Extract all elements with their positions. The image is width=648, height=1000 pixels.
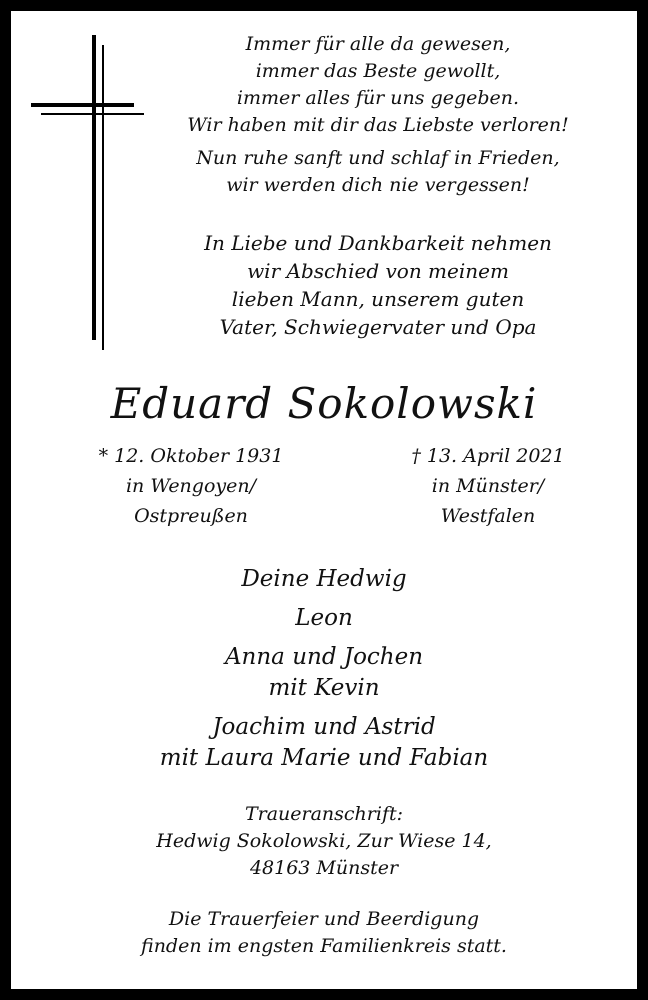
birth-place-line: Ostpreußen bbox=[134, 505, 248, 527]
birth-block bbox=[61, 441, 321, 531]
intro-line: Vater, Schwiegervater und Opa bbox=[219, 315, 537, 339]
death-date: † 13. April 2021 bbox=[411, 445, 565, 467]
address-block bbox=[11, 801, 637, 882]
poem-line: Wir haben mit dir das Liebste verloren! bbox=[187, 114, 569, 136]
poem-line: Nun ruhe sanft und schlaf in Frieden, bbox=[196, 147, 560, 169]
family-line: mit Kevin bbox=[268, 675, 380, 701]
intro-line: lieben Mann, unserem guten bbox=[231, 287, 525, 311]
address-line: 48163 Münster bbox=[249, 857, 399, 879]
poem-line: immer das Beste gewollt, bbox=[255, 60, 501, 82]
intro-line: wir Abschied von meinem bbox=[247, 259, 509, 283]
death-block bbox=[363, 441, 613, 531]
poem-line: Immer für alle da gewesen, bbox=[245, 33, 511, 55]
birth-date: * 12. Oktober 1931 bbox=[98, 445, 284, 467]
poem-block-2 bbox=[118, 145, 638, 199]
deceased-name: Eduard Sokolowski bbox=[110, 379, 538, 428]
intro-block bbox=[118, 229, 638, 341]
family-line: Anna und Jochen bbox=[224, 644, 424, 670]
poem-line: wir werden dich nie vergessen! bbox=[226, 174, 530, 196]
death-place-line: in Münster/ bbox=[431, 475, 545, 497]
family-block bbox=[11, 564, 637, 774]
birth-place-line: in Wengoyen/ bbox=[125, 475, 257, 497]
family-line: Leon bbox=[295, 605, 353, 631]
death-place-line: Westfalen bbox=[440, 505, 536, 527]
family-line: Joachim und Astrid bbox=[212, 714, 436, 740]
family-line: mit Laura Marie und Fabian bbox=[159, 745, 489, 771]
family-line: Deine Hedwig bbox=[241, 566, 407, 592]
address-line: Hedwig Sokolowski, Zur Wiese 14, bbox=[156, 830, 492, 852]
intro-line: In Liebe und Dankbarkeit nehmen bbox=[204, 231, 552, 255]
notice-line: Die Trauerfeier und Beerdigung bbox=[168, 908, 480, 930]
address-line: Traueranschrift: bbox=[244, 803, 404, 825]
notice-line: finden im engsten Familienkreis statt. bbox=[141, 935, 507, 957]
poem-line: immer alles für uns gegeben. bbox=[236, 87, 520, 109]
notice-block bbox=[11, 906, 637, 960]
poem-block bbox=[118, 31, 638, 139]
